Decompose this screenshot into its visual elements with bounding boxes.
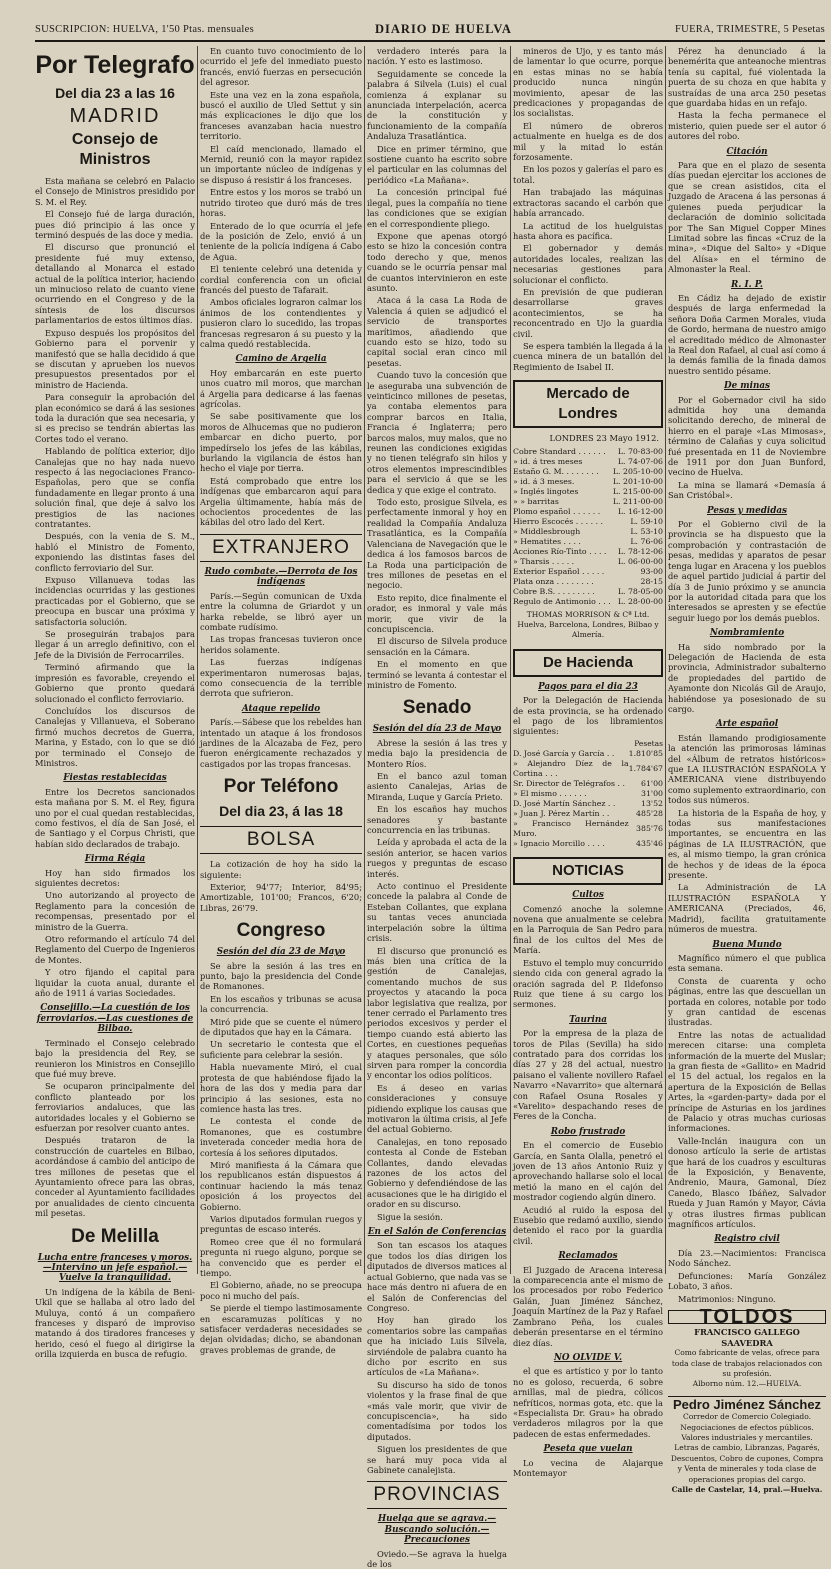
row-label: » Inglés lingotes: [513, 486, 579, 496]
pesetas-label: Pesetas: [634, 738, 663, 748]
paragraph: Expuso Villanueva todas las incidencias ocurridas y las gestiones practicadas por el Gobierno, que se preocupa en buscar una próxima y satisfactoria solución.: [35, 575, 195, 627]
heading-extranjero: EXTRANJERO: [200, 534, 362, 562]
row-label: D. José Martín Sánchez . .: [513, 799, 616, 809]
row-value: L. 74-07-06: [617, 456, 663, 466]
row-label: » Tharsis . . . . .: [513, 556, 575, 566]
subscription-external: FUERA, TRIMESTRE, 5 Pesetas: [675, 24, 825, 35]
table-row: [513, 779, 663, 789]
column-2: [200, 46, 362, 1355]
paragraph: Un secretario le contesta que el suficiente para celebrar la sesión.: [200, 1039, 362, 1060]
paragraph: La mina se llamará «Demasía á San Cristóbal».: [668, 479, 826, 501]
paragraph: El Gobierno, añade, no se preocupa poco ni mucho del país.: [200, 1280, 362, 1301]
paragraph: Siguen los presidentes de que se hará muy poca vida al Gabinete canalejista.: [367, 1444, 507, 1475]
table-row: [513, 839, 663, 849]
section-heading: Huelga que se agrava.—Buscando solución.—Precauciones: [377, 1514, 497, 1546]
ad-toldos-name: FRANCISCO GALLEGO SAAVEDRA: [694, 1327, 800, 1348]
table-row: [513, 447, 663, 457]
row-label: D. José García y García . .: [513, 749, 615, 759]
section-heading: Nombramiento: [709, 628, 785, 639]
paragraph: En cuanto tuvo conocimiento de lo ocurrido el jefe del inmediato puesto francés, envió fuerzas en persecución del agresor.: [200, 46, 362, 88]
paragraph: verdadero interés para la nación. Y esto es lastimoso.: [367, 46, 507, 67]
column-1: [35, 46, 196, 1360]
paragraph: Expone que apenas otorgó esto se hizo la concesión contra todo derecho y que, menos cuando se le ocurría pensar mal de cuantos intervinieron en este asunto.: [367, 230, 507, 293]
ad-toldos-address: Alborno núm. 12.—HUELVA.: [692, 1379, 802, 1389]
heading-senado: Senado: [402, 697, 472, 719]
paragraph: Después trataron de la construcción de cuarteles en Bilbao, acordándose á cambio del anticipo de tres millones de pesetas que el Ayuntamiento ofrece para las obras, conceder al Ayuntamiento facilidades por anualidades de ciento cincuenta mil pesetas.: [35, 1135, 195, 1219]
paragraph: Enterado de lo que ocurría el jefe de la posición de Zelo, envió á un teniente de la policía indígena á Cabo de Agua.: [200, 220, 362, 262]
table-row: [513, 517, 663, 527]
paragraph: Romeo cree que él no formulará pregunta ni ruego alguno, porque se ha convencido que es perder el tiempo.: [200, 1236, 362, 1278]
paragraph: El gobernador y demás autoridades locales, realizan las necesarias gestiones para solucionar el conflicto.: [513, 243, 663, 285]
paragraph: Y otro fijando el capital para liquidar la cuota anual, durante el año de 1911 á varias Sociedades.: [35, 967, 195, 999]
section-heading: R. I. P.: [731, 279, 763, 290]
paragraph: Habla nuevamente Miró, el cual protesta de que habiéndose fijado la hora de las dos y media para dar principio á las sesiones, esta no comience hasta las tres.: [200, 1062, 362, 1114]
paragraph: Concluídos los discursos de Canalejas y Villanueva, el Soberano firmó muchos decretos de Guerra, Marina, y Estado, con lo que se dió por terminado el Consejo de Ministros.: [35, 705, 195, 768]
paragraph: Consta de cuarenta y ocho páginas, entre las que descuellan un portada en colores, notable por todo y gran cantidad de escenas ilustradas.: [668, 975, 826, 1028]
row-label: » Juan J. Pérez Martín . .: [513, 809, 610, 819]
paragraph: Otro reformando el artículo 74 del Reglamento del Cuerpo de Ingenieros de Montes.: [35, 934, 196, 965]
paragraph: Por el Gobernador civil ha sido admitida hoy una demanda solicitando derecho, de mineral de hierro en el paraje «Las Mimosas», término de Calañas y cuya solicitud fué presentada en 11 de Noviembre de 1911 por don Juan Bunford, vecino de Huelva.: [668, 394, 826, 478]
section-heading: Reclamados: [558, 1251, 618, 1262]
paragraph: Día 23.—Nacimientos: Francisca Nodo Sánchez.: [668, 1247, 826, 1269]
paragraph: El teniente celebró una detenida y cordial conferencia con un oficial francés del puesto de Tafarait.: [200, 264, 362, 295]
table-row: [513, 799, 663, 809]
paragraph: Valle-Inclán inaugura con un donoso artículo la serie de artistas que hará de los cuadros y esculturas de la Exposición, y Benavente, Andrenio, Maura, Gamonal, Díez Canedo, Blasco Ibáñez, Salvador Rueda y Juan Ramón y Mayor, Cávia y otras ilustres firmas publican magníficos artículos.: [668, 1135, 826, 1230]
paragraph: El caíd mencionado, llamado el Mernid, reunió con la mayor rapidez un importante núcleo de indígenas y se dispuso á resistir á los franceses.: [200, 143, 362, 185]
row-value: 435'46: [636, 839, 663, 849]
paragraph: Esto repito, dice finalmente el orador, es inmoral y vale más morir, que vivir de la concupiscencia.: [367, 592, 507, 634]
paragraph: París.—Sábese que los rebeldes han intentado un ataque á los frondosos jardines de la Alcazaba de Fez, pero fueron enérgicamente rechazados y castigados por las tropas francesas.: [200, 717, 362, 769]
heading-telefono: Por Teléfono: [223, 776, 339, 798]
paragraph: En el comercio de Eusebio García, en Santa Olalla, penetró el joven de 13 años Antonio Ruiz y aprovechando hallarse solo el local metió la mano en el cajón del mostrador cogiendo algún dinero.: [513, 1140, 663, 1203]
paragraph: Dice en primer término, que sostiene cuanto ha escrito sobre el particular en las columnas del periódico «La Mañana».: [367, 143, 507, 185]
paragraph: Matrimonios: Ninguno.: [678, 1293, 776, 1304]
paragraph: Miró manifiesta á la Cámara que los republicanos están dispuestos á continuar haciendo la más tenaz oposición á los proyectos del Gobierno.: [200, 1159, 362, 1212]
table-row: [513, 759, 663, 779]
table-row: [513, 537, 663, 547]
row-label: » Hematites . . . .: [513, 536, 581, 546]
table-row: [513, 819, 663, 839]
subscription-local: SUSCRIPCION: HUELVA, 1'50 Ptas. mensuales: [35, 24, 254, 35]
paragraph: Pérez ha denunciado á la benemérita que anteanoche mientras tenía su capital, fué violentada la puerta de su choza en que habita y sustraídas de una arca 250 pesetas que guardaba hidas en un refajo.: [668, 46, 826, 109]
row-value: L. 53-10: [630, 526, 663, 536]
newspaper-title: DIARIO DE HUELVA: [375, 22, 512, 36]
paragraph: Exterior, 94'77; Interior, 84'95; Amortizable, 101'00; Francos, 6'20; Libras, 26'79.: [200, 882, 362, 913]
row-label: » » barritas: [513, 496, 559, 506]
paragraph: Han trabajado las máquinas extractoras sacando el carbón que había arrancado.: [513, 187, 663, 219]
paragraph: Todo esto, prosigue Silvela, es perfectamente inmoral y hoy en realidad la Compañía Andaluza Trasatlántica, es la Compañía Valenciana de Navegación que le dedica á los famosos barcos de La Roda una participación de tres millones de pesetas en el negocio.: [367, 497, 507, 591]
paragraph: Se ocuparon principalmente del conflicto planteado por los ferroviarios andaluces, que las autoridades locales y el Gobierno se esfuerzan por resolver cuanto antes.: [35, 1081, 195, 1133]
table-row: [513, 749, 663, 759]
table-row: [513, 789, 663, 799]
row-label: Cobre B.S. . . . . . . . .: [513, 586, 595, 596]
section-heading: Peseta que vuelan: [543, 1444, 633, 1455]
table-row: [513, 809, 663, 819]
paragraph: La actitud de los huelguistas hasta ahora es pacífica.: [513, 220, 663, 241]
table-row: [513, 477, 663, 487]
row-label: Plata onza . . . . . . . .: [513, 576, 594, 586]
section-heading: Rudo combate.—Derrota de los indígenas: [204, 566, 358, 588]
heading-melilla: De Melilla: [71, 1225, 159, 1247]
column-4: [513, 46, 663, 1478]
paragraph: El Juzgado de Aracena interesa la comparecencia ante el mismo de los procesados por robo Federico Galán, Juan Jiménez Sánchez, Joaquín Martínez de la Paz y Rafael Zambrano Peña, los cuales deberán presentarse en el término diez días.: [513, 1264, 663, 1348]
city-heading: MADRID: [69, 105, 161, 127]
section-heading: NO OLVIDE V.: [553, 1352, 623, 1363]
paragraph: París.—Según comunican de Uxda entre la columna de Griardot y un harka rebelde, se libró ayer un combate rudísimo.: [200, 590, 362, 632]
paragraph: Para que en el plazo de sesenta días puedan ejercitar los acciones de que se crean asistidos, cita el Juzgado de Aracena á las personas á quienes pueda perjudicar la declaración de dominio solicitada por The San Miguel Copper Mines Limitad sobre las fincas «Cruz de la mina», «Dique del Salto» y «Dique del Alísa» en el término de Almonaster la Real.: [668, 160, 826, 275]
column-rule: [364, 46, 365, 1274]
paragraph: Un indígena de la kábila de Beni-Ukil que se hallaba al otro lado del Muluya, contó á un compañero franceses y disparó de improviso matando á dos tiradores franceses y herido, cesó el fuego al dirigirse la orilla izquierda en busca de refugio.: [35, 1286, 195, 1360]
paragraph: Hoy embarcarán en este puerto unos cuatro mil moros, que marchan á Argelia para dedicarse á las faenas agrícolas.: [200, 367, 362, 409]
row-value: 1.810'85: [628, 749, 663, 759]
paragraph: Este una vez en la zona española, buscó el auxilio de Uled Settut y sin más explicaciones le dijo que los franceses avanzaban hacia nuestro territorio.: [200, 89, 362, 142]
price-table: [513, 447, 663, 607]
paragraph: La cotización de hoy ha sido la siguiente:: [200, 859, 362, 880]
row-value: 485'28: [636, 809, 663, 819]
paragraph: Terminado el Consejo celebrado bajo la presidencia del Rey, se reunieron los Ministros en Consejillo que fué muy breve.: [35, 1037, 195, 1079]
section-heading: Camino de Argelia: [235, 354, 327, 365]
row-label: » Middlesbrough: [513, 526, 581, 536]
row-value: L. 201-10-00: [612, 476, 663, 486]
paragraph: Le contesta el conde de Romanones, que es costumbre inveterada conceder media hora de cortesía á los señores diputados.: [200, 1116, 362, 1158]
table-row: [513, 597, 663, 607]
table-row: [513, 497, 663, 507]
paragraph: Por la empresa de la plaza de toros de Pilas (Sevilla) ha sido contratado para dos corridas los días 27 y 28 del actual, nuestro paisano el valiente novillero Rafael Navarro «Navarrito» que alternará con Rafael Osuna Rosales y «Varelito» despachando reses de Feres de la Concha.: [513, 1028, 663, 1122]
paragraph: Ha sido nombrado por la Delegación de Hacienda de esta provincia, Administrador subalterno de propiedades del partido de Ayamonte don Nicolás Gil de Araujo, habiéndose ya posesionado de su cargo.: [668, 641, 826, 714]
row-value: L. 16-12-00: [617, 506, 663, 516]
paragraph: Entre estos y los moros se trabó un nutrido tiroteo que duró más de tres horas.: [200, 187, 362, 219]
paragraph: Leída y aprobada el acta de la sesión anterior, se hacen varios ruegos y preguntas de escaso interés.: [367, 837, 507, 879]
paragraph: Son tan escasos los ataques que todos los días dirigen los diputados de diversos matices al actual Gobierno, que nada vas se hace más dentro ni afuera de en el Salón de Conferencias del Congreso.: [367, 1240, 507, 1313]
paragraph: Las fuerzas indígenas experimentaron numerosas bajas, como consecuencia de la terrible derrota que sufrieron.: [200, 657, 362, 699]
paragraph: Está comprobado que entre los indígenas que embarcaron aquí para Argelia últimamente, había más de ochocientos procedentes de las kábilas del otro lado del Kert.: [200, 475, 362, 528]
paragraph: Uno autorizando al proyecto de Reglamento para la concesión de recompensas, presentado por el ministro de la Guerra.: [35, 890, 195, 932]
row-label: Hierro Escocés . . . . . .: [513, 516, 604, 526]
paragraph: Se espera también la llegada á la cuenca minera de un batallón del Regimiento de Isabel II.: [513, 340, 663, 372]
paragraph: Acudió al ruido la esposa del Eusebio que redamó auxilio, siendo detenido el raco por la guardia civil.: [513, 1204, 663, 1246]
heading-noticias: NOTICIAS: [513, 857, 663, 885]
row-label: Estaño G. M. . . . . . . .: [513, 466, 599, 476]
ad-corredor-text: Corredor de Comercio Colegiado. Negociaciones de efectos públicos. Valores industriales y mercantiles. Letras de cambio, Libranzas, Pagarés, Descuentos, Cobro de cupones, Compra y Venta de minerales y toda clase de operaciones propias del cargo.: [670, 1412, 824, 1484]
row-label: » id. á 3 meses.: [513, 476, 575, 486]
paragraph: Oviedo.—Se agrava la huelga de los: [367, 1548, 507, 1569]
row-value: L. 59-10: [630, 516, 663, 526]
table-row: [513, 457, 663, 467]
paragraph: Hablando de política exterior, dijo Canalejas que no hay nada nuevo respecto á las negociaciones Franco-Españolas, pero que se confía fundadamente en llegar pronto á una solución final, que deje á salvo los prestigios de las naciones contratantes.: [35, 446, 195, 529]
row-value: 31'00: [641, 789, 663, 799]
table-row: [513, 527, 663, 537]
paragraph: Ambos oficiales lograron calmar los ánimos de los contendientes y pusieron claro lo sucedido, las tropas francesas regresaron á su puesto y la calma quedó restablecida.: [200, 297, 362, 349]
row-label: Plomo español . . . . . .: [513, 506, 601, 516]
market-date: LONDRES 23 Mayo 1912.: [549, 433, 659, 444]
paragraph: En Cádiz ha dejado de existir después de larga enfermedad la señora Doña Carmen Morales, viuda de Gordo, hermana de nuestro amigo el acreditado médico de Almonaster la Real don Rafael, al cual así como á la demás familia de la finada damos nuestro sentido pésame.: [668, 292, 826, 376]
dateline: Del dia 23, á las 18: [219, 803, 343, 820]
table-row: [513, 467, 663, 477]
section-heading: Ataque repelido: [241, 703, 321, 714]
section-heading: Lucha entre franceses y moros.—Intervino un jefe español.—Vuelve la tranquilidad.: [37, 1252, 193, 1284]
paragraph: Se proseguirán trabajos para llegar á un arreglo definitivo, con el Jefe de la División de Ferrocarriles.: [35, 629, 195, 660]
row-label: Sr. Director de Telégrafos . .: [513, 779, 625, 789]
row-value: L. 06-00-00: [617, 556, 663, 566]
ad-corredor-name: Pedro Jiménez Sánchez: [668, 1396, 826, 1410]
paragraph: Entre los Decretos sancionados esta mañana por S. M. el Rey, figura uno por el cual quedan restablecidas, como festivos, el día de San José, el de Santiago y el Corpus Christi, que habían sido declarados de trabajo.: [35, 786, 195, 849]
paragraph: Ataca á la casa La Roda de Valencia á quien se adjudicó el servicio de transportes marítimos, añadiendo que cuando esto se hizo, todo su capital social eran cinco mil pesetas.: [367, 295, 507, 368]
paragraph: Por el Gobierno civil de la provincia se ha dispuesto que la comprobación y contrastación de pesas, medidas y aparatos de pesar tenga lugar en Aracena y los pueblos de aquel partido judicial á partir del día 3 de Junio próximo y se anuncia por la autoridad citada para que los interesados se apresten y se efectúe seguir luego por los demás pueblos.: [668, 519, 826, 623]
section-heading: Fiestas restablecidas: [63, 773, 167, 784]
row-label: » Francisco Hernández Muro.: [513, 819, 629, 839]
paragraph: Estuvo el templo muy concurrido siendo cida con general agrado la oración sagrada del P. Ildefonso Ruiz que tiene á su cargo los sermones.: [513, 957, 663, 1010]
paragraph: El discurso que pronunció el presidente fué muy extenso, detallando al Monarca el estado actual de la política interior, haciendo un minucioso relato de cuanto viene ocurriendo en el Congreso y de la síntesis de los discursos parlamentarios de estos últimos días.: [35, 242, 195, 326]
heading-mercado-londres: Mercado de Londres: [513, 380, 663, 428]
subheading: Consejo de Ministros: [71, 131, 159, 168]
paragraph: Para conseguir la aprobación del plan económico se dará á las sesiones toda la duración que sea necesaria, y si es preciso se tendrán abiertas las Cortes todo el verano.: [35, 392, 195, 444]
table-row: [513, 507, 663, 517]
row-value: 93-00: [640, 566, 663, 576]
section-heading: Pesas y medidas: [706, 505, 788, 516]
paragraph: Lo vecina de Alajarque Montemayor: [513, 1457, 663, 1478]
paragraph: el que es artístico y por lo tanto no es goloso, recuerda, 6 sobre arnillas, mal de piedra, cólicos nefríticos, normas gota, etc. que la «Especialista Dr. Grau» ha obrado verdaderos milagros por la que padecen de estas enfermedades.: [513, 1366, 663, 1439]
row-value: L. 215-00-00: [612, 486, 663, 496]
paragraph: Se abre la sesión á las tres en punto, bajo la presidencia del Conde de Romanones.: [200, 960, 362, 992]
paragraph: Comenzó anoche la solemne novena que anualmente se celebra en la Parroquia de San Pedro para final de los cultos del Mes de María.: [513, 903, 663, 956]
table-row: [513, 487, 663, 497]
section-heading: Buena Mundo: [712, 939, 782, 950]
section-heading: Pagos para el dia 23: [538, 681, 638, 692]
market-cities: Huelva, Barcelona, Londres, Bilbao y Almería.: [517, 620, 659, 640]
paragraph: El Consejo fué de larga duración, pues dió principio á las once y terminó después de las doce y media.: [35, 209, 195, 241]
section-heading: En el Salón de Conferencias: [367, 1227, 507, 1238]
section-heading: Registro civil: [714, 1234, 780, 1245]
paragraph: La Administración de LA ILUSTRACIÓN ESPAÑOLA Y AMERICANA (Preciados, 46, Madrid), facilita gratuitamente números de muestra.: [668, 882, 826, 935]
paragraph: Terminó afirmando que la impresión es favorable, creyendo el Gobierno que pronto quedará solucionado el conflicto ferroviario.: [35, 662, 195, 704]
paragraph: Hoy han sido firmados los siguientes decretos:: [35, 867, 195, 888]
section-heading: Sesión del día 23 de Mayo: [372, 724, 502, 735]
paragraph: Es á deseo en varias consideraciones y consuye pidiendo explique los causas que motivaron la última crisis, al Jefe del actual Gobierno.: [367, 1082, 507, 1135]
row-value: 1.784'67: [628, 764, 663, 774]
row-value: L. 28-00-00: [617, 596, 663, 606]
row-value: 28-15: [640, 576, 663, 586]
paragraph: Miró pide que se cuente el número de diputados que hay en la Cámara.: [200, 1016, 362, 1038]
dateline: Del dia 23 a las 16: [55, 85, 175, 101]
heading-provincias: PROVINCIAS: [367, 1481, 507, 1509]
heading-bolsa: BOLSA: [200, 826, 362, 854]
paragraph: En los pozos y galerías el paro es total.: [513, 164, 663, 185]
ad-toldos-text: Como fabricante de velas, ofrece para toda clase de trabajos relacionados con su profesión.: [671, 1348, 823, 1378]
paragraph: Defunciones: María González Lobato, 3 años.: [668, 1270, 826, 1292]
paragraph: Por la Delegación de Hacienda de esta provincia, se ha ordenado el pago de los libramientos siguientes:: [513, 695, 663, 737]
column-5: [668, 46, 826, 1494]
paragraph: En los escaños hay muchos senadores y bastante concurrencia en las tribunas.: [367, 804, 507, 836]
row-label: Exterior Español . . . . .: [513, 566, 605, 576]
paragraph: En el momento en que terminó se levanta á contestar el ministro de Fomento.: [367, 659, 507, 690]
paragraph: Canalejas, en tono reposado contesta al Conde de Esteban Collantes, dando elevadas razones de los actos del Gobierno y defendiéndose de las acusaciones que le ha dirigido el orador en su discurso.: [367, 1136, 507, 1210]
ad-corredor-address: Calle de Castelar, 14, pral.—Huelva.: [671, 1485, 823, 1494]
heading-congreso: Congreso: [236, 920, 326, 942]
paragraph: Abrese la sesión á las tres y media bajo la presidencia de Montero Ríos.: [367, 737, 507, 769]
section-heading: Firma Régia: [84, 854, 146, 865]
row-value: L. 78-05-00: [617, 586, 663, 596]
paragraph: Las tropas francesas tuvieron once heridos solamente.: [200, 634, 362, 655]
paragraph: En el banco azul toman asiento Canalejas, Arias de Miranda, Luque y García Prieto.: [367, 771, 507, 802]
row-value: L. 205-10-00: [612, 466, 663, 476]
section-heading: De minas: [724, 381, 770, 392]
market-firm: THOMAS MORRISON & Cª Ltd.: [526, 609, 650, 619]
table-row: [513, 587, 663, 597]
column-rule: [197, 46, 198, 1274]
section-heading: Citación: [726, 146, 768, 157]
paragraph: Están llamando prodigiosamente la atención las primorosas láminas del «Álbum de retratos históricos» que LA ILUSTRACIÓN ESPAÑOLA Y AMERICANA viene distribuyendo como suplemento extraordinario, con todos sus números.: [668, 732, 826, 806]
row-value: 13'52: [641, 799, 663, 809]
paragraph: El discurso de Silvela produce sensación en la Cámara.: [367, 636, 507, 657]
row-value: L. 70-83-00: [617, 446, 663, 456]
row-value: L. 211-00-00: [612, 496, 663, 506]
row-label: Regulo de Antimonio . . .: [513, 596, 611, 606]
section-title-telegrafo: Por Telegrafo: [35, 51, 195, 79]
section-heading: Cultos: [572, 890, 604, 901]
table-row: [513, 547, 663, 557]
paragraph: En los escaños y tribunas se acusa la concurrencia.: [200, 993, 362, 1015]
paragraph: Sigue la sesión.: [377, 1211, 443, 1222]
section-heading: Robo frustrado: [550, 1126, 626, 1137]
paragraph: Entre las notas de actualidad merecen citarse: una completa información de la muerte del Muslar; la gran fiesta de «Gallito» en Madrid el 15 del actual, los regalos en la apertura de la Exposición de Bellas Artes, la «garden-party» dada por el príncipe de Asturias en los jardines de Palacio y otras muchas curiosas informaciones.: [668, 1029, 826, 1134]
column-rule: [510, 46, 511, 1274]
row-value: L. 78-12-06: [617, 546, 663, 556]
table-row: [513, 567, 663, 577]
row-label: Cobre Standard . . . . . .: [513, 446, 606, 456]
table-row: [513, 577, 663, 587]
paragraph: La concesión principal fué ilegal, pues la compañía no tiene las condiciones que se exigían en el correspondiente pliego.: [367, 187, 507, 229]
paragraph: Hoy han girado los comentarios sobre las campañas que ha iniciado Luis Silvela, sirviéndole de palabra cuanto ha dicho por escrito en sus artículos de «La Mañana».: [367, 1315, 507, 1378]
paragraph: El número de obreros actualmente en huelga es de dos mil y la mitad lo están forzosamente.: [513, 120, 663, 163]
table-row: [513, 557, 663, 567]
ad-toldos-title: TOLDOS: [668, 1310, 826, 1324]
column-3: [367, 46, 507, 1569]
paragraph: mineros de Ujo, y es tanto más de lamentar lo que ocurre, porque en estas minas no se había producido nunca ningún movimiento, apesar de las predicaciones y propagandas de los socialistas.: [513, 46, 663, 119]
row-label: Acciones Río-Tinto . . . .: [513, 546, 607, 556]
paragraph: Hasta la fecha permanece el misterio, quien puede ser el autor ó autores del robo.: [668, 110, 826, 142]
row-label: » Ignacio Morcillo . . . .: [513, 839, 605, 849]
row-label: » El mismo . . . . . .: [513, 789, 587, 799]
paragraph: Expuso después los propósitos del Gobierno para el porvenir y manifestó que se halla decidido á que se discutan y aprueben los nuevos presupuestos presentados por el ministro de Hacienda.: [35, 327, 195, 390]
paragraph: Se pierde el tiempo lastimosamente en escaramuzas políticas y no satisfacer verdaderas necesidades se dejan olvidadas; dicho, se abandonan graves problemas de grande, de: [200, 1303, 362, 1355]
section-heading: Sesión del día 23 de Mayo: [216, 947, 346, 958]
paragraph: En previsión de que pudieran desarrollarse graves acontecimientos, se ha reconcentrado en Ujo la guardia civil.: [513, 286, 663, 339]
section-heading: Consejillo.—La cuestión de los ferroviarios.—Las cuestiones de Bilbao.: [36, 1003, 194, 1035]
paragraph: La historia de la España de hoy, y todas sus manifestaciones importantes, se encuentra en las páginas de LA ILUSTRACIÓN, que es, al mismo tiempo, la gran crónica de hechos y de ideas de la época presente.: [668, 807, 826, 881]
paragraph: Cuando tuvo la concesión que le aseguraba una subvención de veinticinco millones de pesetas, ya contaba elementos para comprar barcos en Italia, Francia é Inglaterra; pero barcos malos, muy malos, que no reunen las condiciones exigidas y no tienen telégrafo sin hilos y otros elementos imprescindibles para el servicio á que se les dedica y que exige el contrato.: [367, 370, 507, 495]
paragraph: Se sabe positivamente que los moros de Alhucemas que no pudieron embarcar en dicho puerto, por impedírselo los jefes de las kábilas, burlando la vigilancia de éstos han hecho el viaje por tierra.: [200, 411, 362, 474]
section-heading: Arte español: [715, 719, 779, 730]
paragraph: El discurso que pronunció es más bien una crítica de la gestión de Canalejas, comentando muchos de sus proyectos y atacando la poca labor legislativa que realiza, por tener cerrado el Parlamento tres periodos excesivos y perder el tiempo cuando está abierto las Cortes, en cuestiones pequeñas y ataques personales, que sólo sirven para romper la concordia y encontar los odios políticos.: [367, 945, 507, 1081]
masthead: [35, 22, 825, 42]
row-value: L. 76-06: [630, 536, 663, 546]
row-label: » Alejandro Díez de la Cortina . . .: [513, 759, 629, 779]
paragraph: Seguidamente se concede la palabra á Silvela (Luis) el cual comienza á explanar su anunciada interpelación, acerca de la constitución y funcionamiento de la compañía Andaluza Trasatlántica.: [367, 68, 507, 142]
row-label: » id. á tres meses: [513, 456, 583, 466]
section-heading: Taurina: [569, 1014, 607, 1025]
column-rule: [665, 46, 666, 1274]
paragraph: Varios diputados formulan ruegos y preguntas de escaso interés.: [200, 1213, 362, 1235]
heading-hacienda: De Hacienda: [513, 649, 663, 677]
paragraph: Su discurso ha sido de tonos violentos y la frase final de que «más vale morir, que vivir de concupiscencia», ha sido comentadísima por todos los diputados.: [367, 1379, 507, 1442]
row-value: 61'00: [641, 779, 663, 789]
paragraph: Después, con la venia de S. M., habló el Ministro de Fomento, exponiendo las distintas fases del conflicto ferroviario del Sur.: [35, 531, 195, 573]
payments-table: [513, 749, 663, 849]
paragraph: Acto continuo el Presidente concede la palabra al Conde de Esteban Collantes, que explana su tantas veces anunciada interpelación sobre la última crisis.: [367, 881, 507, 944]
paragraph: Magnífico número el que publica esta semana.: [668, 952, 826, 974]
paragraph: Esta mañana se celebró en Palacio el Consejo de Ministros presidido por S. M. el Rey.: [35, 176, 195, 207]
row-value: 385'76: [636, 824, 663, 834]
